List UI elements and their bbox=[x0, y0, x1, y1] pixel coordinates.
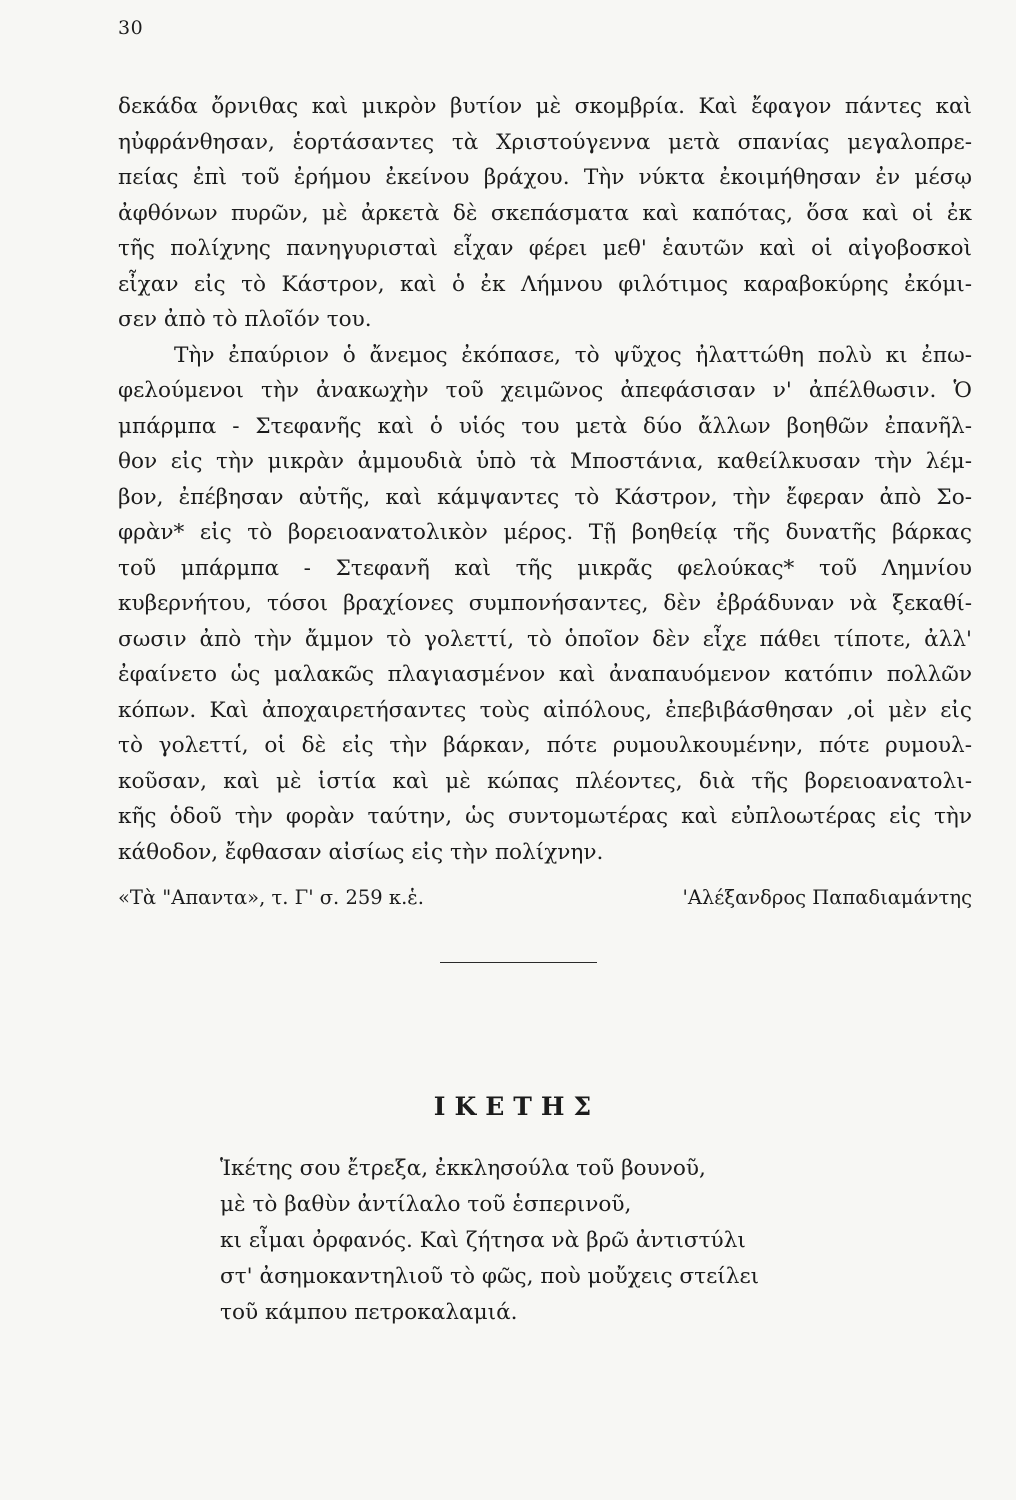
prose-line: Τὴν ἐπαύριον ὁ ἄνεμος ἐκόπασε, τὸ ψῦχος ἠλαττώθη πολὺ κι ἐπω- bbox=[174, 342, 972, 368]
prose-line: κόπων. Καὶ ἀποχαιρετήσαντες τοὺς αἰπόλους, ἐπεβιβάσθησαν ,οἱ μὲν εἰς bbox=[118, 697, 972, 723]
prose-line: κάθοδον, ἔφθασαν αἰσίως εἰς τὴν πολίχνην. bbox=[118, 839, 604, 865]
prose-line: φρὰν* εἰς τὸ βορειοανατολικὸν μέρος. Τῇ βοηθείᾳ τῆς δυνατῆς βάρκας bbox=[118, 520, 972, 545]
prose-line: πείας ἐπὶ τοῦ ἐρήμου ἐκείνου βράχου. Τὴν νύκτα ἐκοιμήθησαν ἐν μέσῳ bbox=[118, 165, 972, 190]
prose-line: κῆς ὁδοῦ τὴν φορὰν ταύτην, ὡς συντομωτέρας καὶ εὐπλοωτέρας εἰς τὴν bbox=[118, 804, 972, 829]
prose-line: τοῦ μπάρμπα - Στεφανῆ καὶ τῆς μικρᾶς φελούκας* τοῦ Λημνίου bbox=[118, 555, 972, 581]
poem-verse: στ' ἀσημοκαντηλιοῦ τὸ φῶς, ποὺ μοὔχεις στείλει bbox=[220, 1264, 760, 1289]
poem-title: ΙΚΕΤΗΣ bbox=[433, 1092, 601, 1121]
prose-line: κυβερνήτου, τόσοι βραχίονες συμπονήσαντες, δὲν ἐβράδυναν νὰ ξεκαθί- bbox=[118, 591, 972, 616]
prose-line: ἐφαίνετο ὡς μαλακῶς πλαγιασμένον καὶ ἀναπαυόμενον κατόπιν πολλῶν bbox=[118, 662, 972, 687]
citation bbox=[118, 882, 972, 914]
prose-line: βον, ἐπέβησαν αὐτῆς, καὶ κάμψαντες τὸ Κάστρον, τὴν ἔφεραν ἀπὸ Σο- bbox=[118, 484, 972, 510]
prose-line: μπάρμπα - Στεφανῆς καὶ ὁ υἱός του μετὰ δύο ἄλλων βοηθῶν ἐπανῆλ- bbox=[118, 413, 972, 439]
poem-text bbox=[220, 1151, 820, 1331]
citation-source: «Τὰ "Απαντα», τ. Γ' σ. 259 κ.ἑ. bbox=[118, 886, 424, 909]
poem-verse: κι εἶμαι ὀρφανός. Καὶ ζήτησα νὰ βρῶ ἀντιστύλι bbox=[220, 1228, 746, 1253]
prose-line: εἶχαν εἰς τὸ Κάστρον, καὶ ὁ ἐκ Λήμνου φιλότιμος καραβοκύρης ἐκόμι- bbox=[118, 271, 972, 297]
prose-line: τῆς πολίχνης πανηγυρισταὶ εἶχαν φέρει μεθ' ἑαυτῶν καὶ οἱ αἰγοβοσκοὶ bbox=[118, 236, 972, 261]
prose-line: σεν ἀπὸ τὸ πλοῖόν του. bbox=[118, 307, 372, 332]
prose-line: φελούμενοι τὴν ἀνακωχὴν τοῦ χειμῶνος ἀπεφάσισαν ν' ἀπέλθωσιν. Ὁ bbox=[118, 378, 972, 403]
page-number: 30 bbox=[118, 17, 144, 39]
prose-line: σωσιν ἀπὸ τὴν ἄμμον τὸ γολεττί, τὸ ὁποῖον δὲν εἶχε πάθει τίποτε, ἀλλ' bbox=[118, 626, 972, 652]
poem-verse: μὲ τὸ βαθὺν ἀντίλαλο τοῦ ἑσπερινοῦ, bbox=[220, 1192, 632, 1217]
prose-line: ηὐφράνθησαν, ἑορτάσαντες τὰ Χριστούγεννα μετὰ σπανίας μεγαλοπρε- bbox=[118, 129, 972, 155]
section-divider bbox=[440, 962, 597, 963]
prose-line: κοῦσαν, καὶ μὲ ἱστία καὶ μὲ κώπας πλέοντες, διὰ τῆς βορειοανατολι- bbox=[118, 768, 972, 794]
prose-line: τὸ γολεττί, οἱ δὲ εἰς τὴν βάρκαν, πότε ρυμουλκουμένην, πότε ρυμουλ- bbox=[118, 733, 972, 758]
poem-verse: Ἱκέτης σου ἔτρεξα, ἐκκλησούλα τοῦ βουνοῦ, bbox=[220, 1156, 706, 1181]
poem-verse: τοῦ κάμπου πετροκαλαμιά. bbox=[220, 1300, 518, 1325]
prose-line: δεκάδα ὄρνιθας καὶ μικρὸν βυτίον μὲ σκομβρία. Καὶ ἔφαγον πάντες καὶ bbox=[118, 94, 972, 119]
prose-text bbox=[118, 89, 972, 870]
citation-author: 'Αλέξανδρος Παπαδιαμάντης bbox=[682, 886, 972, 909]
prose-line: θον εἰς τὴν μικρὰν ἀμμουδιὰ ὑπὸ τὰ Μποστάνια, καθείλκυσαν τὴν λέμ- bbox=[118, 449, 972, 474]
prose-line: ἀφθόνων πυρῶν, μὲ ἀρκετὰ δὲ σκεπάσματα καὶ καπότας, ὅσα καὶ οἱ ἐκ bbox=[118, 200, 972, 226]
